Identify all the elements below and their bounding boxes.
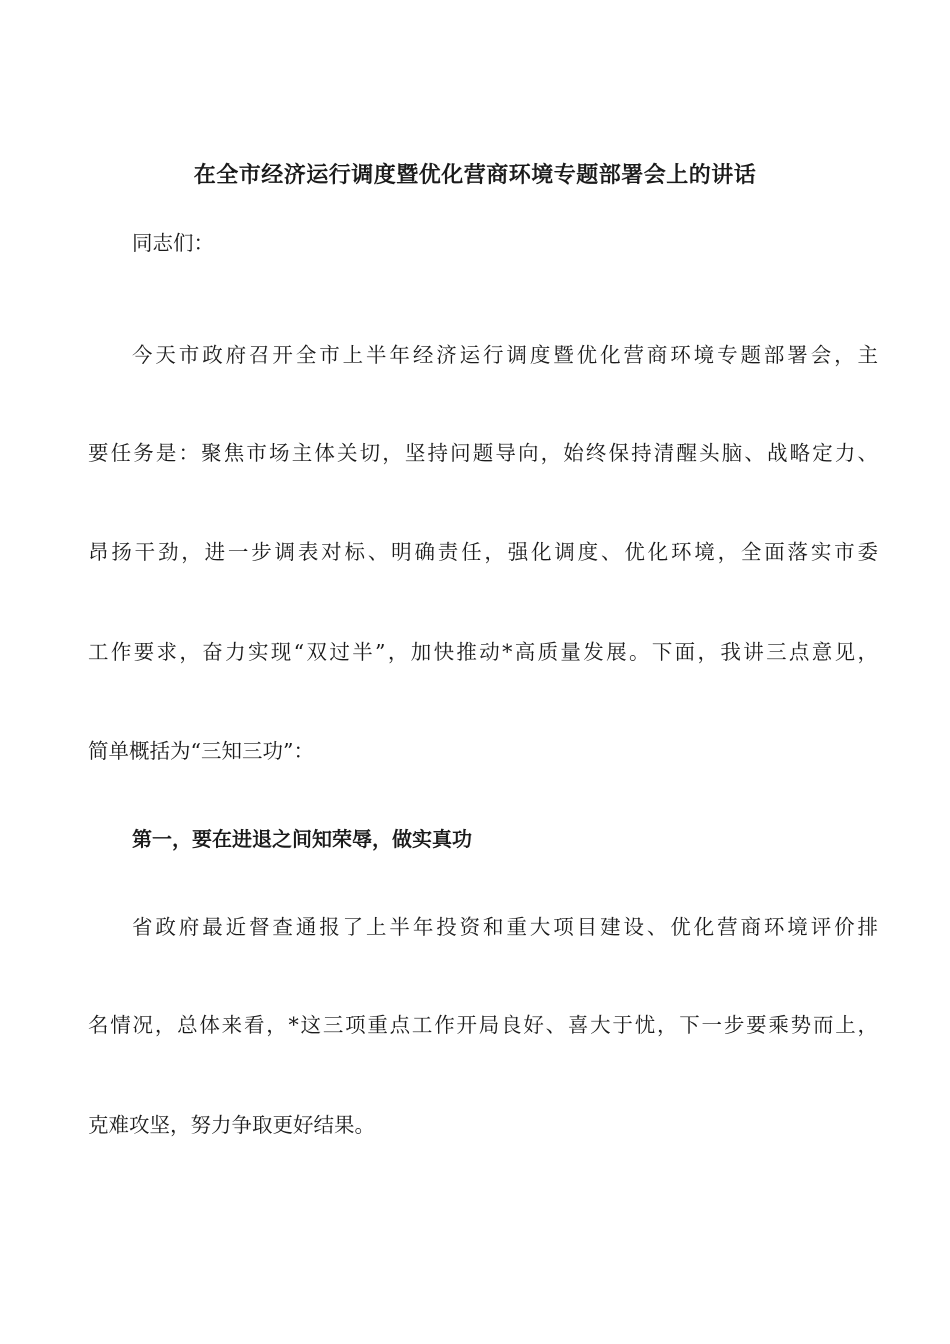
document-title: 在全市经济运行调度暨优化营商环境专题部署会上的讲话 xyxy=(193,163,757,188)
paragraph1-line4: 工作要求，奋力实现“双过半”，加快推动*高质量发展。下面，我讲三点意见， xyxy=(88,640,878,664)
paragraph2-line3: 克难攻坚，努力争取更好结果。 xyxy=(88,1113,375,1137)
paragraph1-line1: 今天市政府召开全市上半年经济运行调度暨优化营商环境专题部署会，主 xyxy=(132,343,878,367)
paragraph2-line1: 省政府最近督查通报了上半年投资和重大项目建设、优化营商环境评价排 xyxy=(132,915,878,939)
paragraph2-line2: 名情况，总体来看，*这三项重点工作开局良好、喜大于忧，下一步要乘势而上， xyxy=(88,1013,878,1037)
paragraph1-line3: 昂扬干劲，进一步调表对标、明确责任，强化调度、优化环境，全面落实市委 xyxy=(88,540,878,564)
paragraph1-line5: 简单概括为“三知三功”： xyxy=(88,739,314,763)
paragraph1-line2: 要任务是：聚焦市场主体关切，坚持问题导向，始终保持清醒头脑、战略定力、 xyxy=(88,441,878,465)
section1-heading: 第一，要在进退之间知荣辱，做实真功 xyxy=(132,827,472,851)
salutation: 同志们： xyxy=(132,231,214,255)
